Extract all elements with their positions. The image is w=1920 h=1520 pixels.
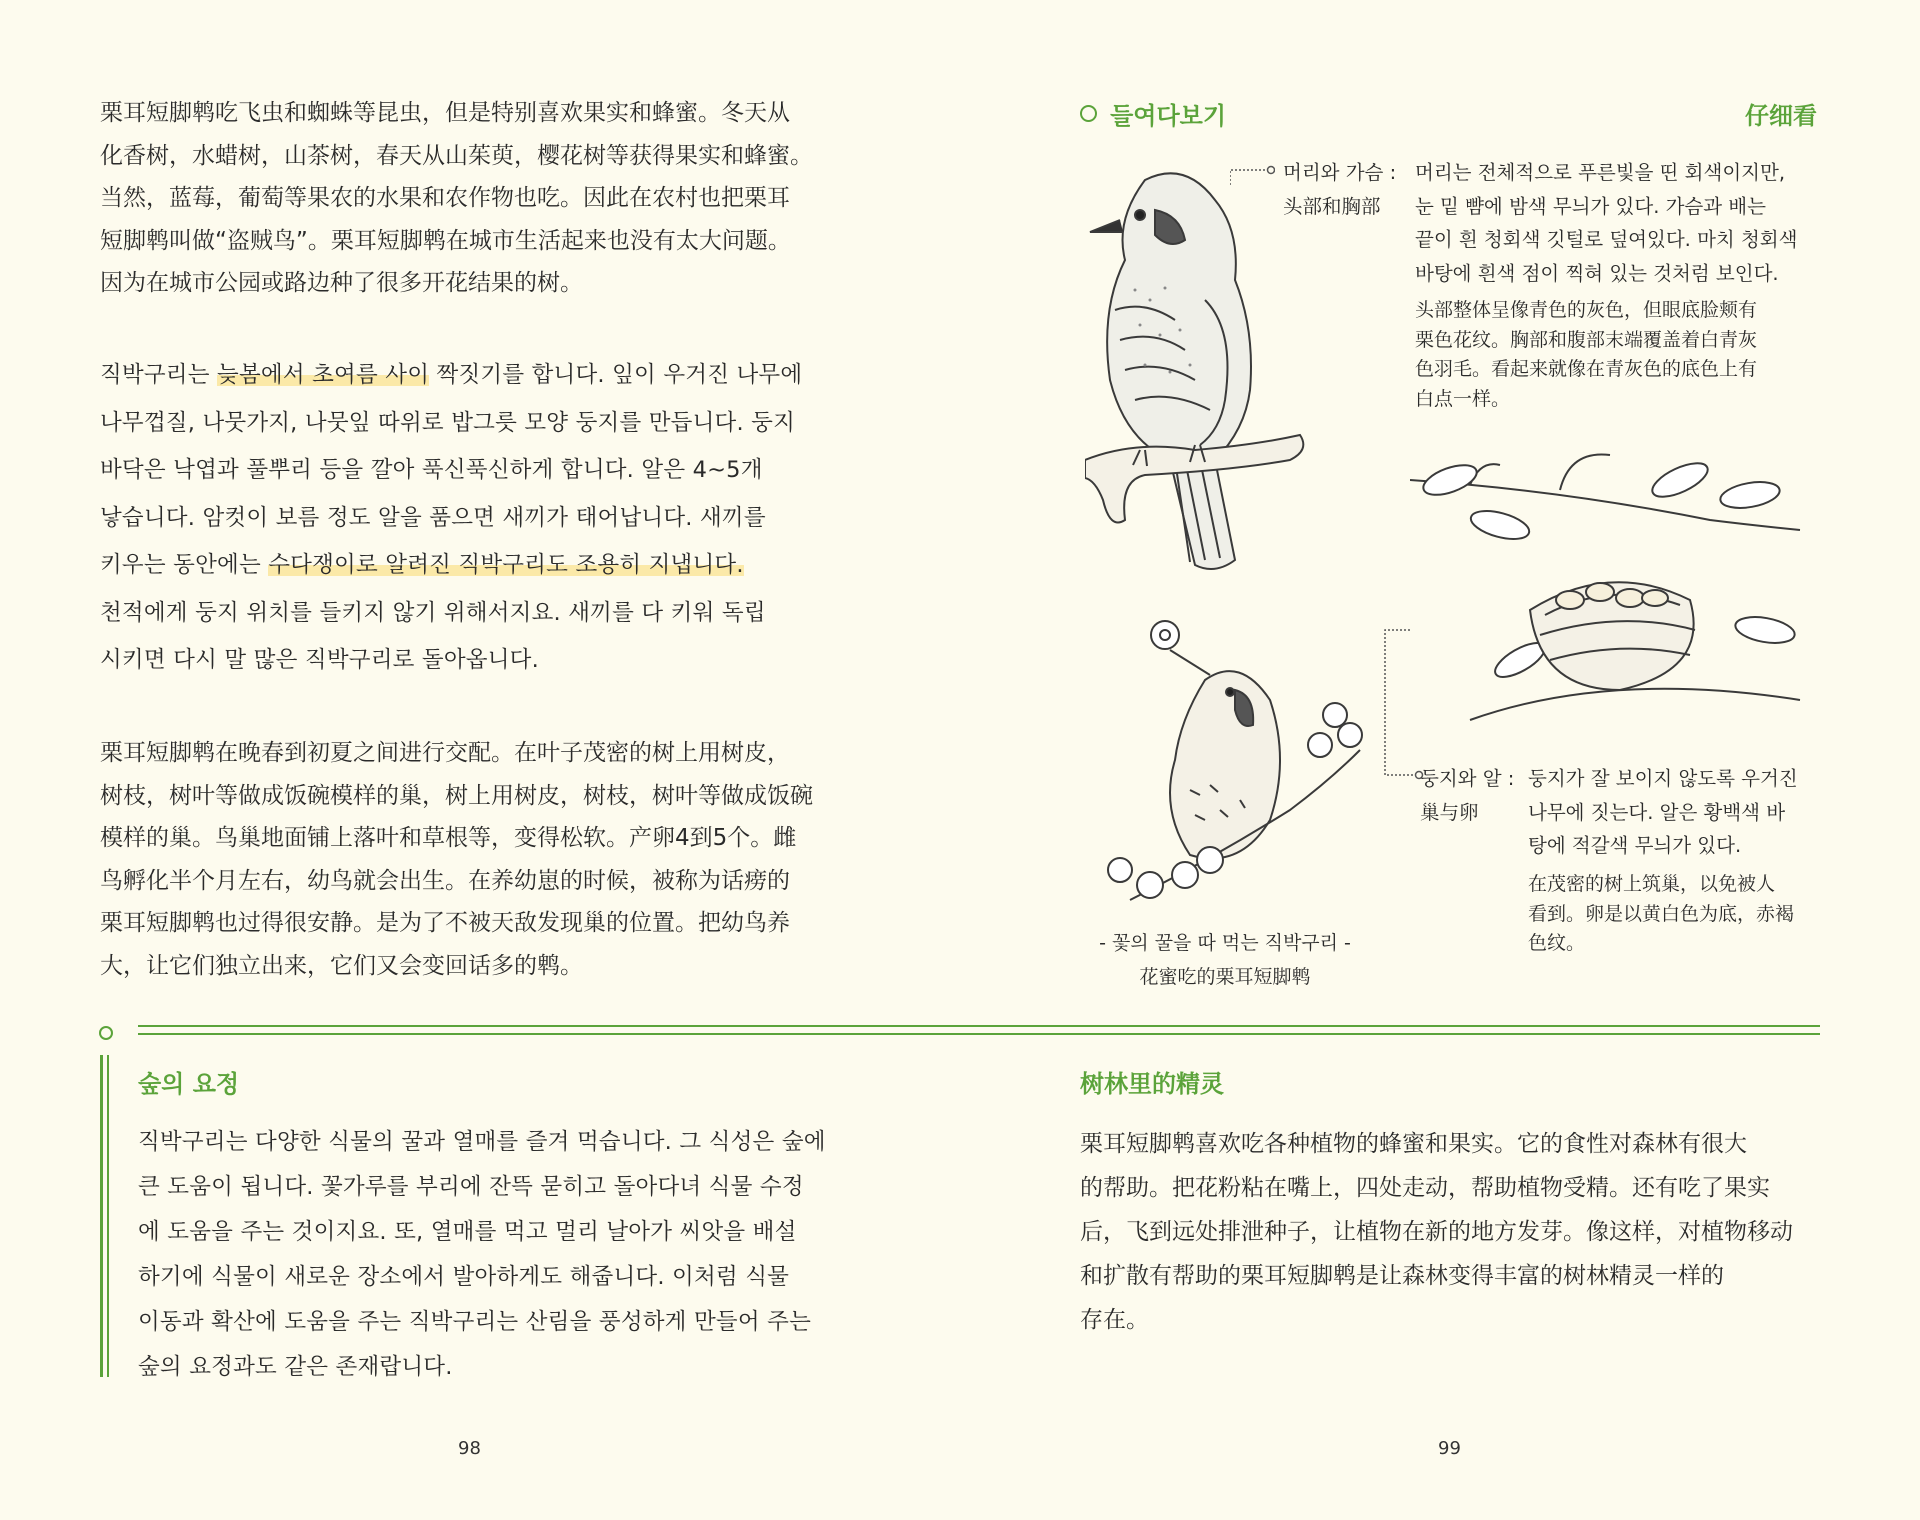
divider-circle-icon xyxy=(99,1026,113,1040)
head-desc-ko xyxy=(1415,156,1797,290)
text-line: 나무껍질, 나뭇가지, 나뭇잎 따위로 밥그릇 모양 둥지를 만듭니다. 둥지 xyxy=(100,409,796,436)
header-title-zh: 仔细看 xyxy=(1745,102,1817,130)
text-span: 짝짓기를 합니다. 잎이 우거진 나무에 xyxy=(429,362,803,388)
bird-flower-illustration xyxy=(1090,610,1370,910)
text-line: 하기에 식물이 새로운 장소에서 발아하게도 해줍니다. 이처럼 식물 xyxy=(138,1264,790,1290)
leader-line-nest xyxy=(1380,625,1425,785)
text-line: 에 도움을 주는 것이지요. 또, 열매를 먹고 멀리 날아가 씨앗을 배설 xyxy=(138,1219,797,1245)
head-label-ko: 머리와 가슴 : xyxy=(1283,161,1397,184)
text-line: 바닥은 낙엽과 풀뿌리 등을 깔아 푹신푹신하게 합니다. 알은 4~5개 xyxy=(100,457,763,483)
left-paragraph-3 xyxy=(100,732,813,987)
nest-label-ko: 둥지와 알 : xyxy=(1420,767,1515,790)
left-paragraph-2 xyxy=(100,352,802,685)
text-line: 둥지가 잘 보이지 않도록 우거진 xyxy=(1528,767,1798,790)
text-line: 栗耳短脚鹎在晚春到初夏之间进行交配。在叶子茂密的树上用树皮， xyxy=(100,740,790,766)
text-span: 키우는 동안에는 xyxy=(100,552,269,578)
text-line xyxy=(100,542,802,590)
text-line: 因为在城市公园或路边种了很多开花结果的树。 xyxy=(100,270,583,296)
text-line: 직박구리는 다양한 식물의 꿀과 열매를 즐겨 먹습니다. 그 식성은 숲에 xyxy=(138,1129,826,1155)
text-line: 시키면 다시 말 많은 직박구리로 돌아옵니다. xyxy=(100,647,539,673)
box-border-left-inner xyxy=(107,1055,109,1377)
highlight-text: 수다쟁이로 알려진 직박구리도 조용히 지냅니다. xyxy=(268,552,744,578)
box-body-zh xyxy=(1080,1122,1793,1342)
box-title-ko: 숲의 요정 xyxy=(138,1070,240,1098)
text-line: 在茂密的树上筑巢，以免被人 xyxy=(1528,873,1776,895)
text-line: 栗耳短脚鹎也过得很安静。是为了不被天敌发现巢的位置。把幼鸟养 xyxy=(100,910,790,936)
text-line: 栗耳短脚鹎吃飞虫和蜘蛛等昆虫，但是特别喜欢果实和蜂蜜。冬天从 xyxy=(100,100,790,126)
nest-desc-zh xyxy=(1528,870,1794,959)
section-header xyxy=(1080,96,1226,131)
text-line: 끝이 흰 청회색 깃털로 덮여있다. 마치 청회색 xyxy=(1415,228,1798,251)
text-line: 鸟孵化半个月左右，幼鸟就会出生。在养幼崽的时候，被称为话痨的 xyxy=(100,867,790,894)
text-line: 和扩散有帮助的栗耳短脚鹎是让森林变得丰富的树林精灵一样的 xyxy=(1080,1263,1724,1289)
box-body-ko xyxy=(138,1120,826,1390)
head-desc-zh xyxy=(1415,296,1757,414)
text-line: 后，飞到远处排泄种子，让植物在新的地方发芽。像这样，对植物移动 xyxy=(1080,1219,1793,1245)
text-line: 存在。 xyxy=(1080,1307,1149,1333)
text-line: 탕에 적갈색 무늬가 있다. xyxy=(1528,834,1742,857)
text-line: 模样的巢。鸟巢地面铺上落叶和草根等，变得松软。产卵4到5个。雌 xyxy=(100,825,797,851)
text-line: 大，让它们独立出来，它们又会变回话多的鹎。 xyxy=(100,952,583,979)
caption-zh: 花蜜吃的栗耳短脚鹎 xyxy=(1139,966,1311,988)
head-label-zh: 头部和胸部 xyxy=(1283,195,1381,218)
nest-illustration xyxy=(1410,440,1805,740)
text-line: 바탕에 흰색 점이 찍혀 있는 것처럼 보인다. xyxy=(1415,261,1779,285)
box-title-zh: 树林里的精灵 xyxy=(1080,1070,1224,1098)
text-line: 栗色花纹。胸部和腹部末端覆盖着白青灰 xyxy=(1415,328,1758,351)
text-line: 化香树，水蜡树，山茶树，春天从山茱萸，樱花树等获得果实和蜂蜜。 xyxy=(100,142,813,169)
nest-desc-ko xyxy=(1528,762,1798,863)
text-line: 短脚鹎叫做“盗贼鸟”。栗耳短脚鹎在城市生活起来也没有太大问题。 xyxy=(100,227,791,254)
caption-ko: - 꽃의 꿀을 따 먹는 직박구리 - xyxy=(1099,932,1351,954)
text-line: 숲의 요정과도 같은 존재랍니다. xyxy=(138,1354,453,1380)
text-line xyxy=(100,352,802,400)
divider-line-top xyxy=(138,1025,1820,1027)
text-line: 천적에게 둥지 위치를 들키지 않기 위해서지요. 새끼를 다 키워 독립 xyxy=(100,599,766,626)
text-line: 낳습니다. 암컷이 보름 정도 알을 품으면 새끼가 태어납니다. 새끼를 xyxy=(100,504,766,531)
text-line: 나무에 짓는다. 알은 황백색 바 xyxy=(1528,800,1786,824)
text-line: 当然，蓝莓，葡萄等果农的水果和农作物也吃。因此在农村也把栗耳 xyxy=(100,185,790,211)
page-number-left: 98 xyxy=(458,1438,481,1459)
highlight-text: 늦봄에서 초여름 사이 xyxy=(217,362,430,388)
text-line: 눈 밑 뺨에 밤색 무늬가 있다. 가슴과 배는 xyxy=(1415,194,1766,218)
leader-line-head xyxy=(1230,160,1275,190)
text-span: 직박구리는 xyxy=(100,362,218,388)
circle-icon xyxy=(1080,105,1097,122)
divider-line-bottom xyxy=(138,1033,1820,1035)
text-line: 树枝，树叶等做成饭碗模样的巢，树上用树皮，树枝，树叶等做成饭碗 xyxy=(100,782,813,809)
text-line: 的帮助。把花粉粘在嘴上，四处走动，帮助植物受精。还有吃了果实 xyxy=(1080,1175,1770,1201)
text-line: 이동과 확산에 도움을 주는 직박구리는 산림을 풍성하게 만들어 주는 xyxy=(138,1309,811,1335)
nest-label-zh: 巢与卵 xyxy=(1420,801,1479,824)
text-line: 큰 도움이 됩니다. 꽃가루를 부리에 잔뜩 묻히고 돌아다녀 식물 수정 xyxy=(138,1174,804,1200)
text-line: 看到。卵是以黄白色为底，赤褐 xyxy=(1528,902,1795,925)
text-line: 色羽毛。看起来就像在青灰色的底色上有 xyxy=(1415,358,1758,380)
header-title-ko: 들여다보기 xyxy=(1110,102,1227,130)
text-line: 头部整体呈像青色的灰色，但眼底脸颊有 xyxy=(1415,299,1758,321)
text-line: 白点一样。 xyxy=(1415,387,1511,410)
text-line: 栗耳短脚鹎喜欢吃各种植物的蜂蜜和果实。它的食性对森林有很大 xyxy=(1080,1131,1747,1157)
page-number-right: 99 xyxy=(1438,1438,1461,1459)
text-line: 色纹。 xyxy=(1528,932,1586,954)
box-border-left xyxy=(100,1055,103,1377)
text-line: 머리는 전체적으로 푸른빛을 띤 회색이지만, xyxy=(1415,161,1786,184)
left-paragraph-1 xyxy=(100,92,813,305)
